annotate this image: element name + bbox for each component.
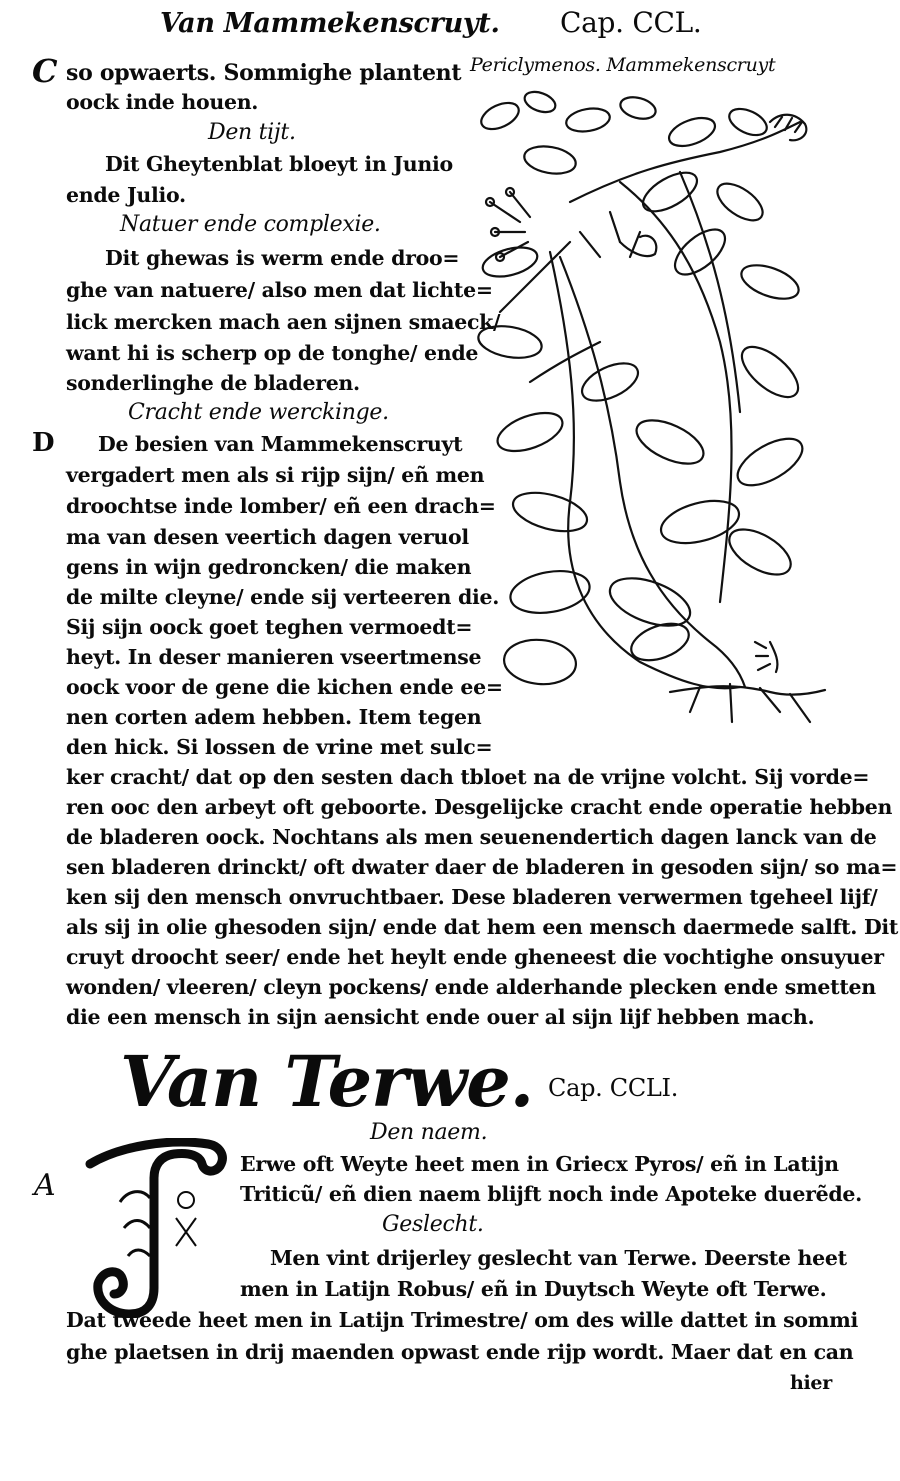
text-line: nen corten adem hebben. Item tegen — [66, 705, 482, 729]
text-line: vergadert men als si rijp sijn/ eñ men — [66, 463, 485, 487]
text-line: die een mensch in sijn aensicht ende ouer al sijn lijf hebben mach. — [66, 1005, 815, 1029]
text-line: ende Julio. — [66, 183, 186, 207]
text-line: ren ooc den arbeyt oft geboorte. Desgelijcke cracht ende operatie hebben — [66, 795, 893, 819]
text-line: want hi is scherp op de tonghe/ ende — [66, 341, 479, 365]
section-heading: Cracht ende werckinge. — [128, 400, 389, 425]
decorated-initial-t — [80, 1138, 230, 1318]
section-heading: Natuer ende complexie. — [120, 212, 381, 237]
illustration-caption: Periclymenos. Mammekenscruyt — [470, 54, 776, 76]
text-line: men in Latijn Robus/ eñ in Duytsch Weyte oft Terwe. — [240, 1277, 827, 1301]
text-line: ghe van natuere/ also men dat lichte= — [66, 278, 493, 302]
text-line: wonden/ vleeren/ cleyn pockens/ ende alderhande plecken ende smetten — [66, 975, 876, 999]
text-line: ken sij den mensch onvruchtbaer. Dese bladeren verwermen tgeheel lijf/ — [66, 885, 878, 909]
text-line: droochtse inde lomber/ eñ een drach= — [66, 494, 496, 518]
text-line: oock voor de gene die kichen ende ee= — [66, 675, 503, 699]
decorated-initial-t-drawing — [80, 1138, 230, 1318]
text-line: sonderlinghe de bladeren. — [66, 371, 360, 395]
text-line: Dit Gheytenblat bloeyt in Junio — [105, 152, 453, 176]
text-line: den hick. Si lossen de vrine met sulc= — [66, 735, 493, 759]
section-heading: Den tijt. — [208, 120, 296, 145]
text-line: cruyt droocht seer/ ende het heylt ende gheneest die vochtighe onsuyuer — [66, 945, 884, 969]
honeysuckle-woodcut — [470, 82, 830, 740]
section-heading: Geslecht. — [382, 1212, 484, 1237]
text-line: als sij in olie ghesoden sijn/ ende dat hem een mensch daermede salft. Dit — [66, 915, 899, 939]
text-line: ma van desen veertich dagen veruol — [66, 525, 469, 549]
text-line: Erwe oft Weyte heet men in Griecx Pyros/ eñ in Latijn — [240, 1152, 839, 1176]
chapter-title: Van Terwe. — [120, 1040, 534, 1123]
margin-letter-d: D — [32, 428, 55, 458]
chapter-number: Cap. CCLI. — [548, 1074, 679, 1102]
text-line: gens in wijn gedroncken/ die maken — [66, 555, 472, 579]
honeysuckle-drawing — [470, 82, 830, 740]
text-line: heyt. In deser manieren vseertmense — [66, 645, 482, 669]
text-line: ker cracht/ dat op den sesten dach tbloet na de vrijne volcht. Sij vorde= — [66, 765, 870, 789]
text-line: Sij sijn oock goet teghen vermoedt= — [66, 615, 473, 639]
margin-letter-a: A — [34, 1168, 56, 1203]
text-line: oock inde houen. — [66, 90, 259, 114]
chapter-number: Cap. CCL. — [560, 6, 702, 39]
section-heading: Den naem. — [370, 1120, 488, 1145]
text-line: ghe plaetsen in drij maenden opwast ende rijp wordt. Maer dat en can — [66, 1340, 854, 1364]
text-line: Dat tweede heet men in Latijn Trimestre/ om des wille dattet in sommi — [66, 1308, 859, 1332]
text-line: Triticũ/ eñ dien naem blijft noch inde Apoteke duerẽde. — [240, 1182, 862, 1206]
text-line: so opwaerts. Sommighe plantent — [66, 60, 462, 86]
text-line: sen bladeren drinckt/ oft dwater daer de bladeren in gesoden sijn/ so ma= — [66, 855, 898, 879]
text-line: de bladeren oock. Nochtans als men seuenendertich dagen lanck van de — [66, 825, 877, 849]
text-line: Dit ghewas is werm ende droo= — [105, 246, 460, 270]
text-line: de milte cleyne/ ende sij verteeren die. — [66, 585, 500, 609]
text-line: De besien van Mammekenscruyt — [98, 432, 463, 456]
text-line: lick mercken mach aen sijnen smaeck/ — [66, 310, 501, 334]
catchword: hier — [790, 1372, 832, 1394]
running-title: Van Mammekenscruyt. — [160, 8, 500, 39]
text-line: Men vint drijerley geslecht van Terwe. Deerste heet — [270, 1246, 847, 1270]
margin-letter-c: C — [32, 52, 58, 90]
